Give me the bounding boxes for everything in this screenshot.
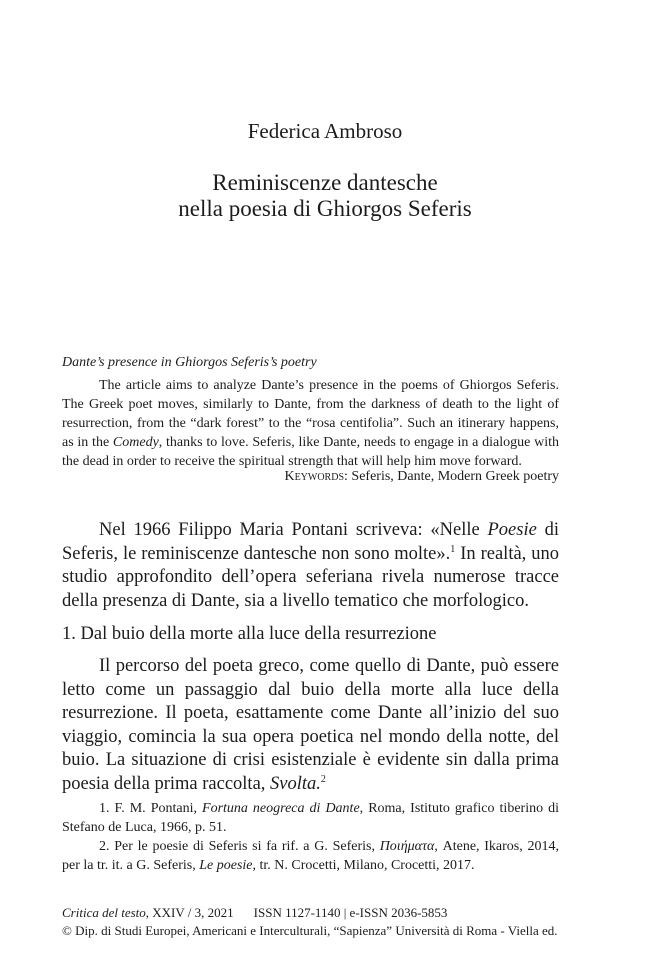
abstract-italic: Comedy [112, 435, 159, 450]
intro-italic: Poesie [487, 520, 537, 540]
footnote-ref[interactable]: 2 [320, 773, 326, 785]
footnote-text: , Atene, Ikaros, 2014, per la tr. it. a G. Seferis, [62, 839, 559, 873]
section-heading: 1. Dal buio della morte alla luce della resurrezione [62, 624, 437, 644]
footnote-italic: Le poesie [199, 858, 253, 873]
footer-line1 [62, 904, 559, 922]
abstract-text: , thanks to love. Seferis, like Dante, needs to engage in a dialogue with the dead in order to receive the spiritual strength that will help him move forward. [62, 435, 559, 469]
keywords-line [62, 469, 559, 485]
author-name: Federica Ambroso [247, 119, 403, 143]
footnote-text: 1. F. M. Pontani, [99, 801, 203, 816]
footnote-text: , Roma, Istituto grafico tiberino di Stefano de Luca, 1966, p. 51. [62, 801, 559, 835]
abstract-text: The article aims to analyze Dante’s presence in the poems of Ghiorgos Seferis. The Greek poet moves, similarly to Dante, from the darkness of death to the light of resurrection, from the “dark forest” to the “rosa centifolia”. Such an itinerary happens, as in the [62, 378, 559, 450]
footnotes [62, 799, 559, 875]
footnote-text: , tr. N. Crocetti, Milano, Crocetti, 2017. [252, 858, 475, 873]
section-text: Il percorso del poeta greco, come quello di Dante, può essere letto come un passaggio dal buio della morte alla luce della resurrezione. Il poeta, esattamente come Dante all’inizio del suo viaggio, comincia la sua opera poetica nel mondo della notte, del buio. La situazione di crisi esistenziale è evidente sin dalla prima poesia della prima raccolta, [62, 656, 559, 794]
article-title-line1: Reminiscenze dantesche [212, 170, 438, 195]
page-footer [62, 904, 559, 940]
intro-text: Nel 1966 Filippo Maria Pontani scriveva: «Nelle [99, 520, 488, 540]
journal-name: Critica del testo [62, 905, 146, 920]
intro-paragraph [62, 519, 559, 613]
footnote-2 [62, 837, 559, 875]
abstract-heading: Dante’s presence in Ghiorgos Seferis’s poetry [62, 355, 317, 370]
journal-issue: , XXIV / 3, 2021 [145, 905, 234, 920]
intro-text: In realtà, uno studio approfondito dell’opera seferiana rivela numerose tracce della presenza di Dante, sia a livello tematico che morfologico. [62, 543, 559, 611]
footnote-text: 2. Per le poesie di Seferis si fa rif. a G. Seferis, [99, 839, 380, 854]
issn: ISSN 1127-1140 | e-ISSN 2036-5853 [253, 905, 448, 920]
footnote-italic: Fortuna neogreca di Dante [202, 801, 360, 816]
section-italic: Svolta. [270, 773, 321, 794]
footnote-italic: Ποιήματα [379, 839, 435, 854]
section-paragraph [62, 655, 559, 796]
intro-text: di Seferis, le reminiscenze dantesche non sono molte». [62, 520, 559, 564]
abstract-body [62, 376, 559, 471]
keywords-label: Keywords: [284, 469, 348, 484]
article-title-line2: nella poesia di Ghiorgos Seferis [178, 196, 472, 221]
footnote-1 [62, 799, 559, 837]
footnote-ref[interactable]: 1 [450, 543, 456, 555]
footer-copyright: © Dip. di Studi Europei, Americani e Interculturali, “Sapienza” Università di Roma - Viella ed. [62, 923, 558, 938]
keywords-list: Seferis, Dante, Modern Greek poetry [351, 469, 559, 484]
